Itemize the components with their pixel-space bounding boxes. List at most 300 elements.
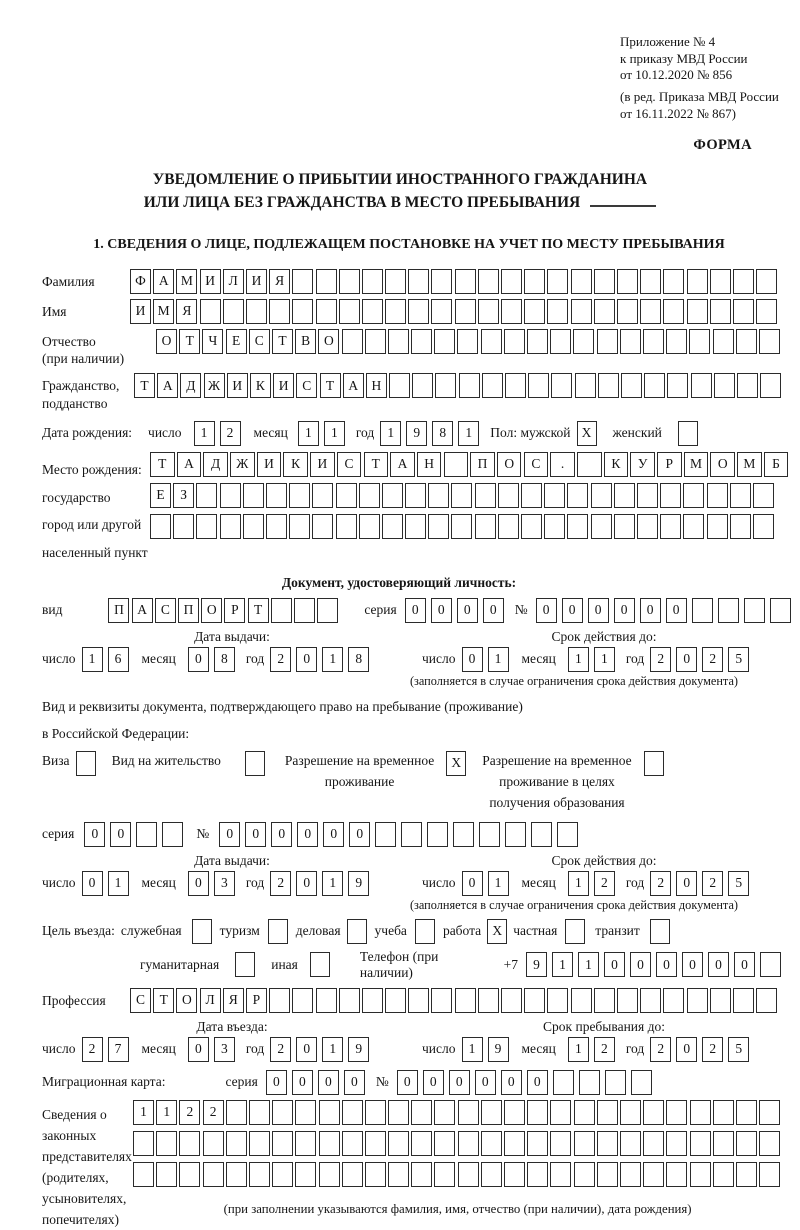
- char-cell[interactable]: А: [390, 452, 415, 477]
- char-cell[interactable]: [156, 1131, 177, 1156]
- char-cell[interactable]: 9: [526, 952, 547, 977]
- char-cell[interactable]: [478, 299, 499, 324]
- char-cell[interactable]: [481, 1162, 502, 1187]
- char-cell[interactable]: [431, 269, 452, 294]
- char-cell[interactable]: [411, 1131, 432, 1156]
- char-cell[interactable]: З: [173, 483, 194, 508]
- char-cell[interactable]: [631, 1070, 652, 1095]
- char-cell[interactable]: 0: [349, 822, 370, 847]
- char-cell[interactable]: [527, 1162, 548, 1187]
- char-cell[interactable]: Е: [226, 329, 247, 354]
- char-cell[interactable]: 7: [108, 1037, 129, 1062]
- char-cell[interactable]: 9: [406, 421, 427, 446]
- char-cell[interactable]: 0: [397, 1070, 418, 1095]
- char-cell[interactable]: [150, 514, 171, 539]
- char-cell[interactable]: О: [497, 452, 522, 477]
- char-cell[interactable]: 9: [348, 1037, 369, 1062]
- char-cell[interactable]: [133, 1131, 154, 1156]
- char-cell[interactable]: [691, 373, 712, 398]
- char-cell[interactable]: [482, 373, 503, 398]
- char-cell[interactable]: [292, 299, 313, 324]
- char-cell[interactable]: 5: [728, 647, 749, 672]
- char-cell[interactable]: 0: [676, 871, 697, 896]
- char-cell[interactable]: 5: [728, 871, 749, 896]
- char-cell[interactable]: [689, 329, 710, 354]
- char-cell[interactable]: 2: [270, 871, 291, 896]
- char-cell[interactable]: [226, 1162, 247, 1187]
- char-cell[interactable]: 5: [728, 1037, 749, 1062]
- char-cell[interactable]: [427, 822, 448, 847]
- char-cell[interactable]: [243, 514, 264, 539]
- char-cell[interactable]: 0: [676, 647, 697, 672]
- char-cell[interactable]: [359, 514, 380, 539]
- char-cell[interactable]: [770, 598, 791, 623]
- char-cell[interactable]: Ж: [204, 373, 225, 398]
- char-cell[interactable]: [388, 1131, 409, 1156]
- char-cell[interactable]: 2: [179, 1100, 200, 1125]
- char-cell[interactable]: [663, 299, 684, 324]
- char-cell[interactable]: [710, 269, 731, 294]
- char-cell[interactable]: [759, 1162, 780, 1187]
- char-cell[interactable]: [434, 1162, 455, 1187]
- char-cell[interactable]: [644, 373, 665, 398]
- char-cell[interactable]: И: [130, 299, 151, 324]
- char-cell[interactable]: [760, 952, 781, 977]
- char-cell[interactable]: [713, 1100, 734, 1125]
- char-cell[interactable]: 1: [156, 1100, 177, 1125]
- char-cell[interactable]: [710, 299, 731, 324]
- char-cell[interactable]: [573, 329, 594, 354]
- char-cell[interactable]: 1: [568, 647, 589, 672]
- char-cell[interactable]: [759, 1100, 780, 1125]
- char-cell[interactable]: [203, 1162, 224, 1187]
- char-cell[interactable]: [223, 299, 244, 324]
- char-cell[interactable]: [760, 373, 781, 398]
- char-cell[interactable]: [730, 514, 751, 539]
- char-cell[interactable]: [316, 269, 337, 294]
- char-cell[interactable]: [451, 514, 472, 539]
- char-cell[interactable]: [481, 329, 502, 354]
- char-cell[interactable]: [567, 483, 588, 508]
- char-cell[interactable]: [736, 1100, 757, 1125]
- char-cell[interactable]: [385, 988, 406, 1013]
- char-cell[interactable]: 3: [214, 871, 235, 896]
- char-cell[interactable]: [136, 822, 157, 847]
- char-cell[interactable]: Н: [366, 373, 387, 398]
- char-cell[interactable]: 2: [594, 871, 615, 896]
- char-cell[interactable]: 0: [188, 647, 209, 672]
- char-cell[interactable]: Р: [246, 988, 267, 1013]
- char-cell[interactable]: [737, 373, 758, 398]
- char-cell[interactable]: [365, 1131, 386, 1156]
- char-cell[interactable]: 1: [322, 647, 343, 672]
- char-cell[interactable]: [756, 299, 777, 324]
- char-cell[interactable]: [527, 1131, 548, 1156]
- char-cell[interactable]: [453, 822, 474, 847]
- char-cell[interactable]: 2: [650, 647, 671, 672]
- char-cell[interactable]: [744, 598, 765, 623]
- char-cell[interactable]: [457, 329, 478, 354]
- char-cell[interactable]: [683, 514, 704, 539]
- char-cell[interactable]: 0: [188, 1037, 209, 1062]
- char-cell[interactable]: Я: [176, 299, 197, 324]
- char-cell[interactable]: Т: [134, 373, 155, 398]
- char-cell[interactable]: О: [201, 598, 222, 623]
- char-cell[interactable]: [498, 514, 519, 539]
- char-cell[interactable]: 1: [322, 1037, 343, 1062]
- char-cell[interactable]: 2: [650, 871, 671, 896]
- char-cell[interactable]: 0: [462, 871, 483, 896]
- purpose-private-checkbox[interactable]: [565, 919, 585, 944]
- char-cell[interactable]: 0: [296, 871, 317, 896]
- char-cell[interactable]: [458, 1131, 479, 1156]
- char-cell[interactable]: [294, 598, 315, 623]
- char-cell[interactable]: [478, 269, 499, 294]
- char-cell[interactable]: Т: [153, 988, 174, 1013]
- char-cell[interactable]: [730, 483, 751, 508]
- char-cell[interactable]: 0: [630, 952, 651, 977]
- char-cell[interactable]: 0: [734, 952, 755, 977]
- char-cell[interactable]: [475, 483, 496, 508]
- char-cell[interactable]: [375, 822, 396, 847]
- purpose-commercial-checkbox[interactable]: [347, 919, 367, 944]
- char-cell[interactable]: [249, 1100, 270, 1125]
- char-cell[interactable]: [295, 1162, 316, 1187]
- char-cell[interactable]: [434, 1100, 455, 1125]
- char-cell[interactable]: [504, 1100, 525, 1125]
- char-cell[interactable]: 0: [614, 598, 635, 623]
- char-cell[interactable]: Т: [150, 452, 175, 477]
- char-cell[interactable]: [547, 269, 568, 294]
- char-cell[interactable]: [342, 329, 363, 354]
- char-cell[interactable]: [365, 329, 386, 354]
- char-cell[interactable]: [666, 329, 687, 354]
- char-cell[interactable]: 0: [84, 822, 105, 847]
- char-cell[interactable]: 0: [271, 822, 292, 847]
- char-cell[interactable]: [597, 1162, 618, 1187]
- char-cell[interactable]: [173, 514, 194, 539]
- char-cell[interactable]: М: [176, 269, 197, 294]
- char-cell[interactable]: Т: [248, 598, 269, 623]
- char-cell[interactable]: [388, 1162, 409, 1187]
- char-cell[interactable]: О: [156, 329, 177, 354]
- char-cell[interactable]: 0: [405, 598, 426, 623]
- char-cell[interactable]: [547, 299, 568, 324]
- char-cell[interactable]: [478, 988, 499, 1013]
- temp-residence-edu-checkbox[interactable]: [644, 751, 664, 776]
- char-cell[interactable]: [336, 483, 357, 508]
- char-cell[interactable]: 0: [296, 647, 317, 672]
- char-cell[interactable]: М: [153, 299, 174, 324]
- char-cell[interactable]: 0: [527, 1070, 548, 1095]
- char-cell[interactable]: [319, 1131, 340, 1156]
- char-cell[interactable]: [481, 1131, 502, 1156]
- char-cell[interactable]: [272, 1131, 293, 1156]
- char-cell[interactable]: Л: [200, 988, 221, 1013]
- char-cell[interactable]: [621, 373, 642, 398]
- char-cell[interactable]: Ж: [230, 452, 255, 477]
- char-cell[interactable]: [550, 1162, 571, 1187]
- purpose-study-checkbox[interactable]: [415, 919, 435, 944]
- char-cell[interactable]: [316, 299, 337, 324]
- char-cell[interactable]: [342, 1162, 363, 1187]
- char-cell[interactable]: Т: [364, 452, 389, 477]
- char-cell[interactable]: 8: [214, 647, 235, 672]
- char-cell[interactable]: Ф: [130, 269, 151, 294]
- char-cell[interactable]: [574, 1100, 595, 1125]
- char-cell[interactable]: 0: [423, 1070, 444, 1095]
- char-cell[interactable]: М: [737, 452, 762, 477]
- char-cell[interactable]: [504, 1131, 525, 1156]
- char-cell[interactable]: [617, 269, 638, 294]
- char-cell[interactable]: [434, 1131, 455, 1156]
- char-cell[interactable]: [428, 514, 449, 539]
- char-cell[interactable]: [597, 1131, 618, 1156]
- char-cell[interactable]: [382, 514, 403, 539]
- char-cell[interactable]: [687, 269, 708, 294]
- char-cell[interactable]: 1: [133, 1100, 154, 1125]
- char-cell[interactable]: 0: [604, 952, 625, 977]
- char-cell[interactable]: [614, 514, 635, 539]
- char-cell[interactable]: 1: [324, 421, 345, 446]
- char-cell[interactable]: [365, 1100, 386, 1125]
- char-cell[interactable]: [594, 988, 615, 1013]
- char-cell[interactable]: 1: [380, 421, 401, 446]
- char-cell[interactable]: [385, 299, 406, 324]
- char-cell[interactable]: А: [132, 598, 153, 623]
- char-cell[interactable]: 1: [552, 952, 573, 977]
- char-cell[interactable]: [620, 1100, 641, 1125]
- char-cell[interactable]: [617, 299, 638, 324]
- char-cell[interactable]: [504, 1162, 525, 1187]
- char-cell[interactable]: Т: [179, 329, 200, 354]
- char-cell[interactable]: Л: [223, 269, 244, 294]
- char-cell[interactable]: [408, 299, 429, 324]
- char-cell[interactable]: [292, 988, 313, 1013]
- char-cell[interactable]: [544, 483, 565, 508]
- char-cell[interactable]: [501, 299, 522, 324]
- char-cell[interactable]: С: [130, 988, 151, 1013]
- char-cell[interactable]: [455, 988, 476, 1013]
- char-cell[interactable]: 1: [458, 421, 479, 446]
- char-cell[interactable]: М: [684, 452, 709, 477]
- char-cell[interactable]: [434, 329, 455, 354]
- char-cell[interactable]: [753, 514, 774, 539]
- char-cell[interactable]: [203, 1131, 224, 1156]
- char-cell[interactable]: [501, 269, 522, 294]
- char-cell[interactable]: 1: [594, 647, 615, 672]
- char-cell[interactable]: [405, 514, 426, 539]
- char-cell[interactable]: [713, 1162, 734, 1187]
- char-cell[interactable]: [266, 514, 287, 539]
- residence-permit-checkbox[interactable]: [245, 751, 265, 776]
- char-cell[interactable]: [249, 1162, 270, 1187]
- char-cell[interactable]: [289, 514, 310, 539]
- char-cell[interactable]: [527, 1100, 548, 1125]
- char-cell[interactable]: П: [470, 452, 495, 477]
- char-cell[interactable]: К: [250, 373, 271, 398]
- char-cell[interactable]: [640, 269, 661, 294]
- char-cell[interactable]: [756, 269, 777, 294]
- char-cell[interactable]: И: [227, 373, 248, 398]
- char-cell[interactable]: [269, 988, 290, 1013]
- char-cell[interactable]: 0: [588, 598, 609, 623]
- temp-residence-checkbox[interactable]: X: [446, 751, 466, 776]
- char-cell[interactable]: [524, 299, 545, 324]
- char-cell[interactable]: [339, 988, 360, 1013]
- char-cell[interactable]: О: [176, 988, 197, 1013]
- char-cell[interactable]: [575, 373, 596, 398]
- char-cell[interactable]: [733, 988, 754, 1013]
- char-cell[interactable]: А: [177, 452, 202, 477]
- char-cell[interactable]: [683, 483, 704, 508]
- char-cell[interactable]: Р: [224, 598, 245, 623]
- char-cell[interactable]: 0: [431, 598, 452, 623]
- purpose-transit-checkbox[interactable]: [650, 919, 670, 944]
- char-cell[interactable]: [220, 483, 241, 508]
- char-cell[interactable]: [643, 329, 664, 354]
- char-cell[interactable]: 0: [656, 952, 677, 977]
- char-cell[interactable]: [690, 1162, 711, 1187]
- char-cell[interactable]: [531, 822, 552, 847]
- char-cell[interactable]: [577, 452, 602, 477]
- char-cell[interactable]: 1: [298, 421, 319, 446]
- char-cell[interactable]: [246, 299, 267, 324]
- char-cell[interactable]: [196, 514, 217, 539]
- char-cell[interactable]: [339, 299, 360, 324]
- char-cell[interactable]: [179, 1131, 200, 1156]
- char-cell[interactable]: [389, 373, 410, 398]
- char-cell[interactable]: [736, 1131, 757, 1156]
- char-cell[interactable]: [179, 1162, 200, 1187]
- char-cell[interactable]: [553, 1070, 574, 1095]
- char-cell[interactable]: [412, 373, 433, 398]
- char-cell[interactable]: 0: [296, 1037, 317, 1062]
- char-cell[interactable]: 0: [110, 822, 131, 847]
- char-cell[interactable]: 1: [194, 421, 215, 446]
- char-cell[interactable]: [591, 483, 612, 508]
- char-cell[interactable]: [551, 373, 572, 398]
- char-cell[interactable]: [385, 269, 406, 294]
- char-cell[interactable]: Е: [150, 483, 171, 508]
- char-cell[interactable]: [666, 1131, 687, 1156]
- char-cell[interactable]: И: [310, 452, 335, 477]
- char-cell[interactable]: [579, 1070, 600, 1095]
- char-cell[interactable]: К: [604, 452, 629, 477]
- char-cell[interactable]: [388, 1100, 409, 1125]
- char-cell[interactable]: 0: [666, 598, 687, 623]
- char-cell[interactable]: 2: [270, 647, 291, 672]
- char-cell[interactable]: [505, 822, 526, 847]
- char-cell[interactable]: [272, 1162, 293, 1187]
- char-cell[interactable]: [362, 988, 383, 1013]
- char-cell[interactable]: 0: [562, 598, 583, 623]
- char-cell[interactable]: [594, 299, 615, 324]
- char-cell[interactable]: 1: [82, 647, 103, 672]
- char-cell[interactable]: [707, 483, 728, 508]
- char-cell[interactable]: [663, 269, 684, 294]
- char-cell[interactable]: Я: [269, 269, 290, 294]
- char-cell[interactable]: [753, 483, 774, 508]
- char-cell[interactable]: 0: [457, 598, 478, 623]
- char-cell[interactable]: Ч: [202, 329, 223, 354]
- char-cell[interactable]: [605, 1070, 626, 1095]
- char-cell[interactable]: [292, 269, 313, 294]
- char-cell[interactable]: [687, 988, 708, 1013]
- char-cell[interactable]: [388, 329, 409, 354]
- char-cell[interactable]: [524, 269, 545, 294]
- char-cell[interactable]: [435, 373, 456, 398]
- char-cell[interactable]: [133, 1162, 154, 1187]
- char-cell[interactable]: [200, 299, 221, 324]
- visa-checkbox[interactable]: [76, 751, 96, 776]
- char-cell[interactable]: [594, 269, 615, 294]
- purpose-humanitarian-checkbox[interactable]: [235, 952, 255, 977]
- char-cell[interactable]: 8: [432, 421, 453, 446]
- char-cell[interactable]: И: [273, 373, 294, 398]
- char-cell[interactable]: [266, 483, 287, 508]
- char-cell[interactable]: 0: [82, 871, 103, 896]
- char-cell[interactable]: .: [550, 452, 575, 477]
- char-cell[interactable]: [643, 1131, 664, 1156]
- char-cell[interactable]: Я: [223, 988, 244, 1013]
- char-cell[interactable]: 0: [297, 822, 318, 847]
- char-cell[interactable]: [707, 514, 728, 539]
- char-cell[interactable]: [431, 988, 452, 1013]
- char-cell[interactable]: И: [257, 452, 282, 477]
- char-cell[interactable]: А: [153, 269, 174, 294]
- char-cell[interactable]: 0: [640, 598, 661, 623]
- char-cell[interactable]: 2: [82, 1037, 103, 1062]
- char-cell[interactable]: [226, 1131, 247, 1156]
- char-cell[interactable]: [528, 373, 549, 398]
- char-cell[interactable]: [342, 1131, 363, 1156]
- char-cell[interactable]: 1: [322, 871, 343, 896]
- char-cell[interactable]: [640, 988, 661, 1013]
- char-cell[interactable]: С: [296, 373, 317, 398]
- char-cell[interactable]: [620, 1131, 641, 1156]
- char-cell[interactable]: С: [249, 329, 270, 354]
- char-cell[interactable]: 1: [578, 952, 599, 977]
- char-cell[interactable]: [521, 483, 542, 508]
- char-cell[interactable]: О: [318, 329, 339, 354]
- purpose-tourism-checkbox[interactable]: [268, 919, 288, 944]
- char-cell[interactable]: 0: [344, 1070, 365, 1095]
- char-cell[interactable]: [557, 822, 578, 847]
- char-cell[interactable]: [620, 1162, 641, 1187]
- char-cell[interactable]: С: [337, 452, 362, 477]
- char-cell[interactable]: А: [157, 373, 178, 398]
- char-cell[interactable]: [640, 299, 661, 324]
- char-cell[interactable]: [408, 269, 429, 294]
- char-cell[interactable]: [359, 483, 380, 508]
- purpose-other-checkbox[interactable]: [310, 952, 330, 977]
- char-cell[interactable]: [504, 329, 525, 354]
- char-cell[interactable]: [455, 269, 476, 294]
- char-cell[interactable]: Р: [657, 452, 682, 477]
- char-cell[interactable]: 0: [318, 1070, 339, 1095]
- char-cell[interactable]: И: [246, 269, 267, 294]
- char-cell[interactable]: [759, 1131, 780, 1156]
- char-cell[interactable]: [718, 598, 739, 623]
- char-cell[interactable]: [501, 988, 522, 1013]
- char-cell[interactable]: [567, 514, 588, 539]
- char-cell[interactable]: [598, 373, 619, 398]
- char-cell[interactable]: Т: [272, 329, 293, 354]
- char-cell[interactable]: [271, 598, 292, 623]
- char-cell[interactable]: 1: [462, 1037, 483, 1062]
- char-cell[interactable]: [667, 373, 688, 398]
